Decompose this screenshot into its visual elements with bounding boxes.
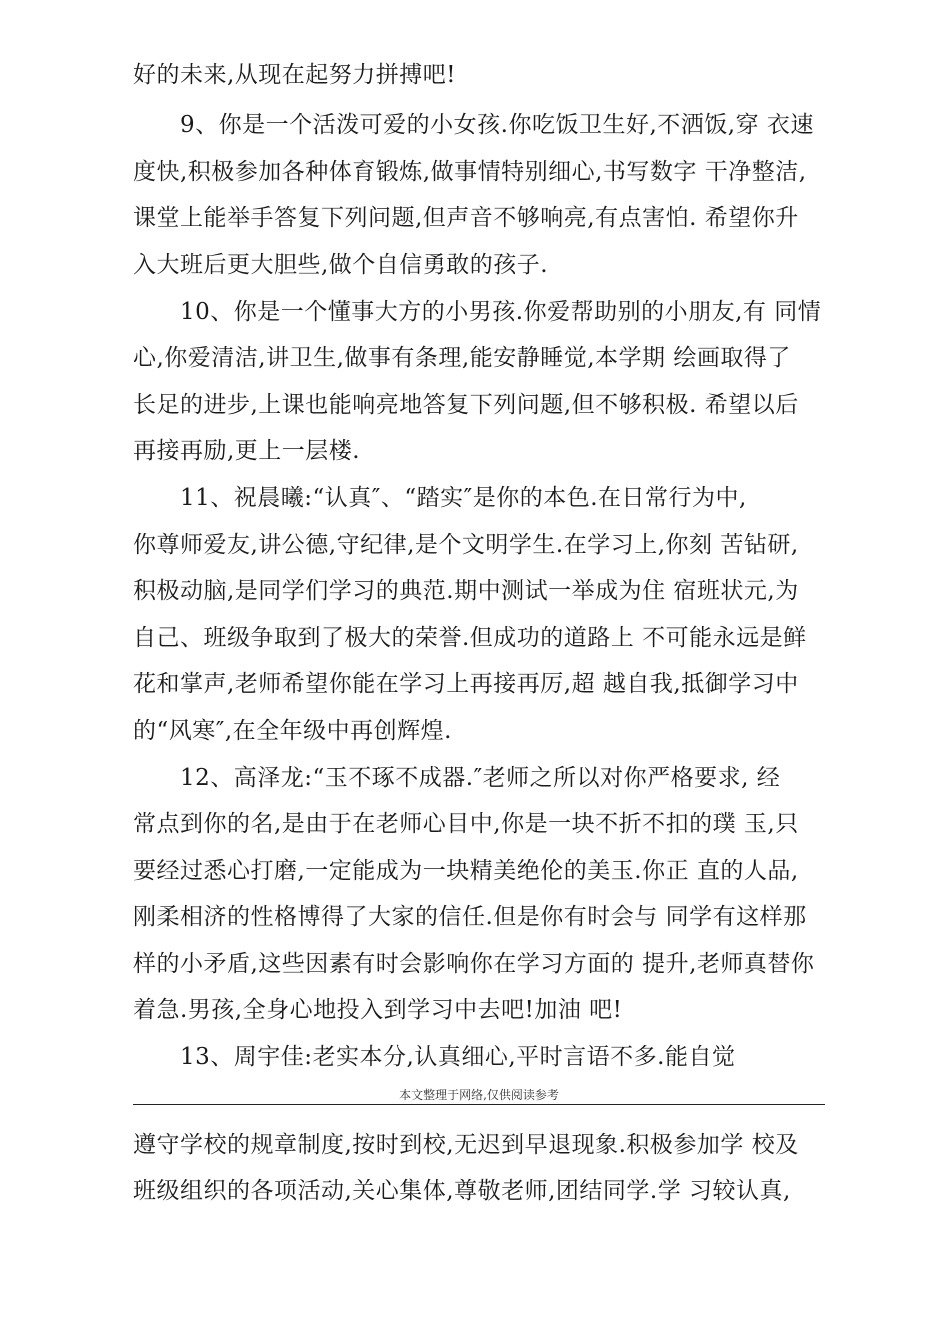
text-line: 刚柔相济的性格博得了大家的信任.但是你有时会与 同学有这样那 xyxy=(133,904,807,930)
text-line: 花和掌声,老师希望你能在学习上再接再厉,超 越自我,抵御学习中 xyxy=(133,671,799,697)
text-line: 着急.男孩,全身心地投入到学习中去吧!加油 吧! xyxy=(133,997,623,1023)
text-line: 再接再励,更上一层楼. xyxy=(133,438,361,464)
footer-note: 本文整理于网络,仅供阅读参考 xyxy=(399,1088,559,1102)
text-line: 样的小矛盾,这些因素有时会影响你在学习方面的 提升,老师真替你 xyxy=(133,951,815,977)
text-line: 积极动脑,是同学们学习的典范.期中测试一举成为住 宿班状元,为 xyxy=(133,578,799,604)
text-line: 的“风寒″,在全年级中再创辉煌. xyxy=(133,718,452,744)
next-page-line: 遵守学校的规章制度,按时到校,无迟到早退现象.积极参加学 校及 xyxy=(133,1132,799,1158)
text-line: 心,你爱清洁,讲卫生,做事有条理,能安静睡觉,本学期 绘画取得了 xyxy=(133,345,791,371)
paragraph-9-line: 9、你是一个活泼可爱的小女孩.你吃饭卫生好,不洒饭,穿 衣速 xyxy=(180,112,814,138)
paragraph-10-line: 10、你是一个懂事大方的小男孩.你爱帮助别的小朋友,有 同情 xyxy=(180,299,822,325)
text-line: 自己、班级争取到了极大的荣誉.但成功的道路上 不可能永远是鲜 xyxy=(133,625,807,651)
text-line: 好的未来,从现在起努力拼搏吧! xyxy=(133,62,457,88)
text-line: 课堂上能举手答复下列问题,但声音不够响亮,有点害怕. 希望你升 xyxy=(133,205,799,231)
paragraph-11-line: 11、祝晨曦:“认真″、“踏实″是你的本色.在日常行为中, xyxy=(180,485,747,511)
text-line: 度快,积极参加各种体育锻炼,做事情特别细心,书写数字 干净整洁, xyxy=(133,159,807,185)
text-line: 常点到你的名,是由于在老师心目中,你是一块不折不扣的璞 玉,只 xyxy=(133,811,799,837)
text-line: 你尊师爱友,讲公德,守纪律,是个文明学生.在学习上,你刻 苦钻研, xyxy=(133,532,799,558)
text-line: 入大班后更大胆些,做个自信勇敢的孩子. xyxy=(133,252,549,278)
text-line: 长足的进步,上课也能响亮地答复下列问题,但不够积极. 希望以后 xyxy=(133,392,799,418)
paragraph-12-line: 12、高泽龙:“玉不琢不成器.″老师之所以对你严格要求, 经 xyxy=(180,765,781,791)
next-page-line: 班级组织的各项活动,关心集体,尊敬老师,团结同学.学 习较认真, xyxy=(133,1178,791,1204)
paragraph-13-line: 13、周宇佳:老实本分,认真细心,平时言语不多.能自觉 xyxy=(180,1044,736,1070)
footer-divider xyxy=(133,1104,825,1105)
text-line: 要经过悉心打磨,一定能成为一块精美绝伦的美玉.你正 直的人品, xyxy=(133,858,799,884)
